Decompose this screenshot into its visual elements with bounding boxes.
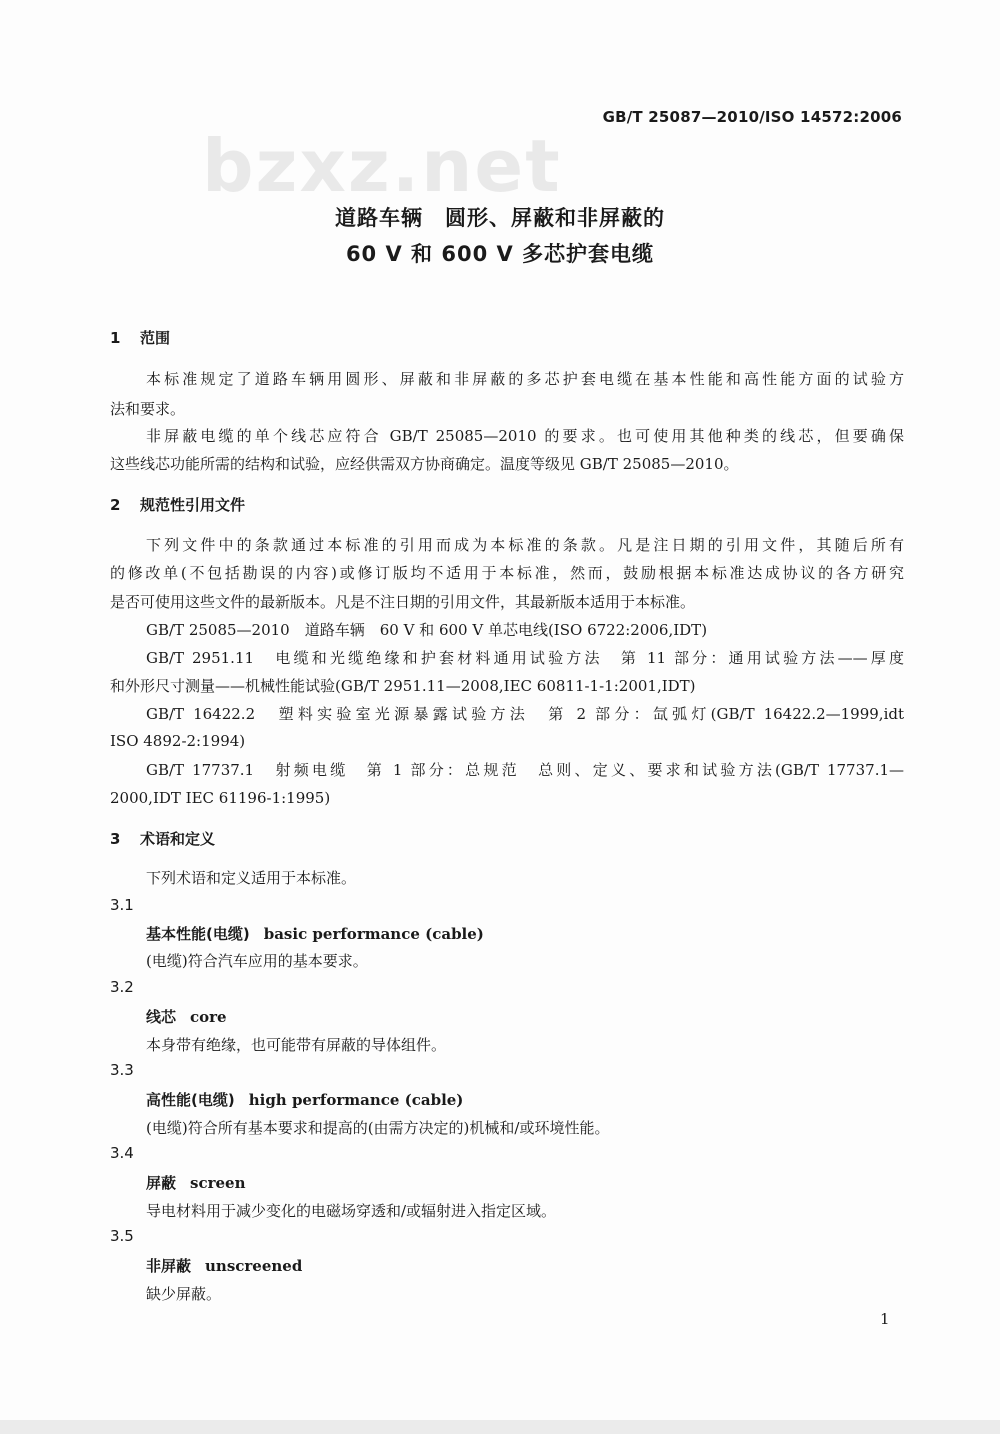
paragraph-line: 本标准规定了道路车辆用圆形、屏蔽和非屏蔽的多芯护套电缆在基本性能和高性能方面的试验方 (146, 370, 904, 388)
paragraph-line: 下列术语和定义适用于本标准。 (146, 869, 357, 887)
term-definition: 本身带有绝缘，也可能带有屏蔽的导体组件。 (146, 1036, 447, 1054)
term-number: 3.4 (110, 1144, 134, 1162)
paragraph-line: 法和要求。 (110, 400, 186, 418)
term-en: core (190, 1008, 227, 1026)
section-2-heading (110, 494, 245, 515)
reference-line: 和外形尺寸测量——机械性能试验(GB/T 2951.11—2008,IEC 60811-1-1:2001,IDT) (110, 677, 696, 695)
reference-line: GB/T 17737.1 射频电缆 第 1 部分：总规范 总则、定义、要求和试验方法(GB/T 17737.1— (146, 761, 904, 779)
standard-code: GB/T 25087—2010/ISO 14572:2006 (602, 108, 902, 126)
term-zh: 线芯 (146, 1008, 177, 1026)
reference-line: 2000,IDT IEC 61196-1:1995) (110, 789, 331, 807)
viewer-bottom-strip (0, 1420, 1000, 1434)
term-title (146, 1255, 302, 1276)
reference-line: GB/T 16422.2 塑料实验室光源暴露试验方法 第 2 部分：氙弧灯(GB/T 16422.2—1999,idt (146, 705, 904, 723)
term-number: 3.2 (110, 978, 134, 996)
term-title (146, 1089, 463, 1110)
term-en: basic performance (cable) (263, 925, 484, 943)
term-number: 3.5 (110, 1227, 134, 1245)
reference-line: GB/T 25085—2010 道路车辆 60 V 和 600 V 单芯电线(ISO 6722:2006,IDT) (146, 621, 708, 639)
term-definition: 导电材料用于减少变化的电磁场穿透和/或辐射进入指定区域。 (146, 1202, 557, 1220)
section-number: 3 (110, 830, 121, 848)
term-definition: (电缆)符合汽车应用的基本要求。 (146, 952, 368, 970)
term-zh: 高性能(电缆) (146, 1091, 235, 1109)
title-line-1: 道路车辆 圆形、屏蔽和非屏蔽的 (335, 206, 665, 230)
term-zh: 屏蔽 (146, 1174, 177, 1192)
term-zh: 基本性能(电缆) (146, 925, 250, 943)
watermark: bzxz.net (202, 124, 562, 208)
paragraph-line: 这些线芯功能所需的结构和试验，应经供需双方协商确定。温度等级见 GB/T 25085—2010。 (110, 455, 739, 473)
section-number: 2 (110, 496, 121, 514)
paragraph-line: 非屏蔽电缆的单个线芯应符合 GB/T 25085—2010 的要求。也可使用其他种类的线芯，但要确保 (146, 427, 904, 445)
section-title: 术语和定义 (140, 830, 216, 848)
section-1-heading (110, 327, 170, 348)
term-definition: (电缆)符合所有基本要求和提高的(由需方决定的)机械和/或环境性能。 (146, 1119, 610, 1137)
term-title (146, 1006, 227, 1027)
reference-line: ISO 4892-2:1994) (110, 732, 246, 750)
term-number: 3.1 (110, 896, 134, 914)
term-zh: 非屏蔽 (146, 1257, 192, 1275)
paragraph-line: 的修改单(不包括勘误的内容)或修订版均不适用于本标准，然而，鼓励根据本标准达成协议的各方研究 (110, 564, 904, 582)
paragraph-line: 下列文件中的条款通过本标准的引用而成为本标准的条款。凡是注日期的引用文件，其随后所有 (146, 536, 904, 554)
term-en: screen (190, 1174, 246, 1192)
reference-line: GB/T 2951.11 电缆和光缆绝缘和护套材料通用试验方法 第 11 部分：通用试验方法——厚度 (146, 649, 904, 667)
term-en: unscreened (205, 1257, 303, 1275)
term-en: high performance (cable) (248, 1091, 464, 1109)
paragraph-line: 是否可使用这些文件的最新版本。凡是不注日期的引用文件，其最新版本适用于本标准。 (110, 593, 696, 611)
title-line-2: 60 V 和 600 V 多芯护套电缆 (345, 242, 655, 266)
term-title (146, 923, 484, 944)
section-number: 1 (110, 329, 121, 347)
section-3-heading (110, 828, 215, 849)
section-title: 范围 (140, 329, 171, 347)
term-definition: 缺少屏蔽。 (146, 1285, 222, 1303)
term-number: 3.3 (110, 1061, 134, 1079)
section-title: 规范性引用文件 (140, 496, 246, 514)
term-title (146, 1172, 246, 1193)
page-number: 1 (880, 1310, 890, 1328)
